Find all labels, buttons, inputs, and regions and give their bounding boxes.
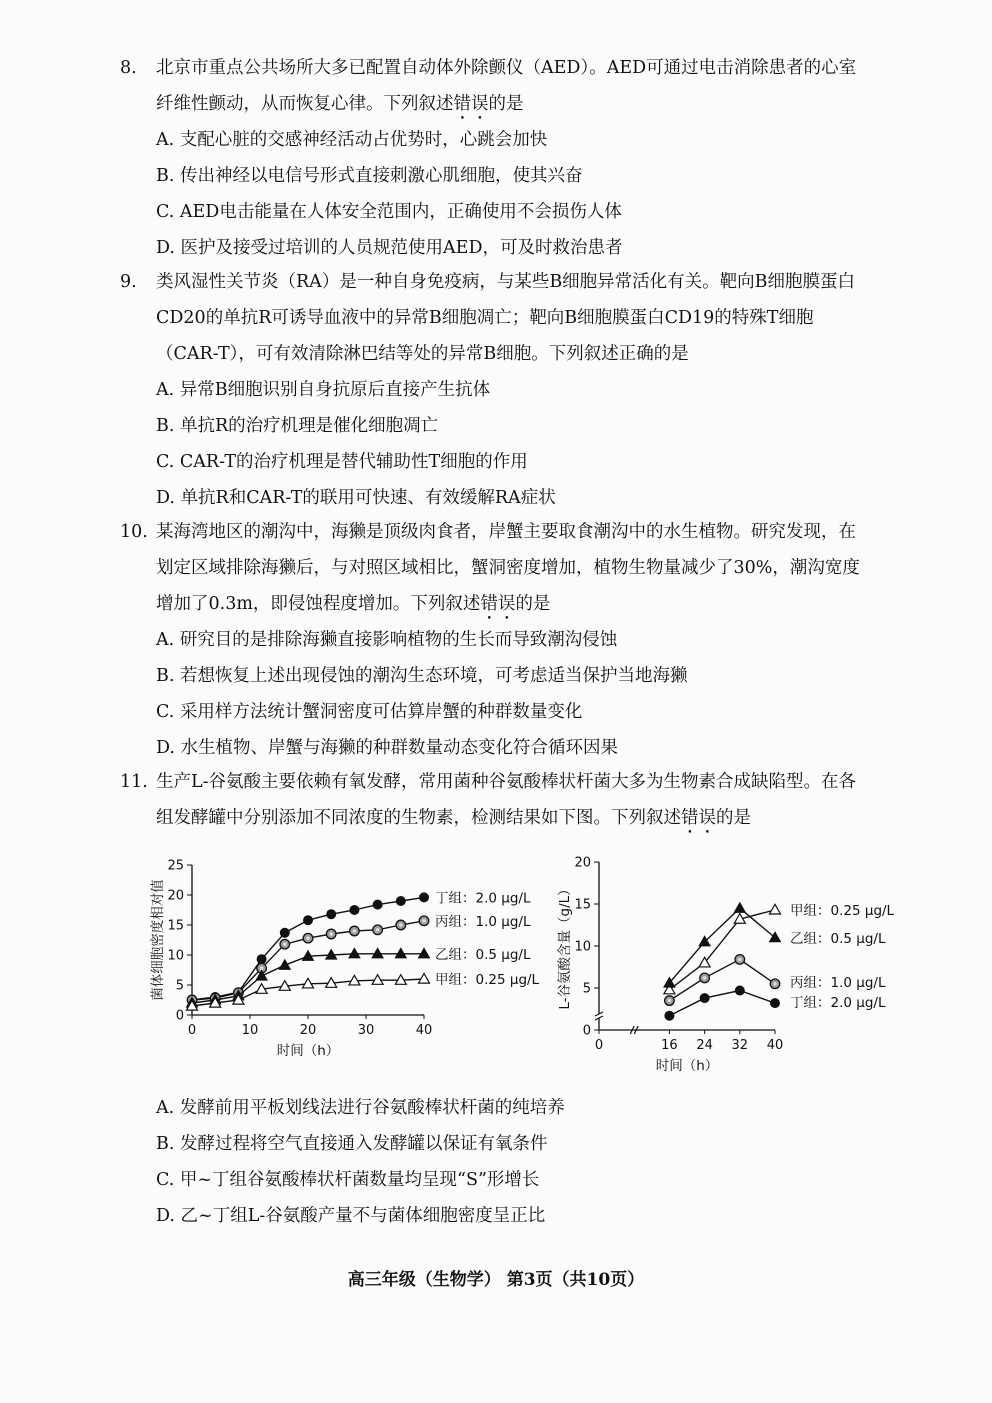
x-tick-label: 40: [766, 1038, 784, 1053]
data-point-center: [399, 923, 403, 927]
series-line: [669, 991, 775, 1016]
legend-label: 甲组：0.25 μg/L: [435, 972, 540, 988]
question-9: 9. 类风湿性关节炎（RA）是一种自身免疫病，与某些B细胞异常活化有关。靶向B细胞膜蛋白 CD20的单抗R可诱导血液中的异常B细胞凋亡；靶向B细胞膜蛋白CD19的特殊T细胞 （CAR-T），可有效清除淋巴结等处的异常B细胞。下列叙述正确的是 A. 异常B细胞识别自身抗原后直接产生抗体 B. 单抗R的治疗机理是催化细胞凋亡 C. CAR-T的治疗机理是替代辅助性T细胞的作用 D. 单抗R和CAR-T的联用可快速、有效缓解RA症状: [120, 264, 900, 516]
question-stem: 10. 某海湾地区的潮沟中，海獭是顶级肉食者，岸蟹主要取食潮沟中的水生植物。研究发现，在: [120, 514, 900, 550]
option-b[interactable]: B. 传出神经以电信号形式直接刺激心肌细胞，使其兴奋: [156, 166, 583, 186]
option-b[interactable]: B. 若想恢复上述出现侵蚀的潮沟生态环境，可考虑适当保护当地海獭: [156, 666, 688, 686]
y-tick-label: 15: [167, 918, 184, 934]
chart-glutamate: [555, 850, 915, 1080]
x-axis-label: 时间（h）: [655, 1058, 719, 1074]
x-tick-label: 16: [661, 1038, 678, 1053]
x-axis-label: 时间（h）: [276, 1043, 340, 1059]
y-tick-label: 0: [175, 1008, 184, 1024]
question-11-options: [120, 1090, 900, 1234]
data-point-center: [306, 936, 310, 940]
emphasis-word: 错误: [480, 594, 516, 614]
option-d[interactable]: D. 水生植物、岸蟹与海獭的种群数量动态变化符合循环因果: [156, 738, 619, 758]
option-b[interactable]: B. 单抗R的治疗机理是催化细胞凋亡: [156, 416, 439, 436]
legend-label: 丙组：1.0 μg/L: [790, 975, 886, 991]
series-line: [669, 910, 775, 990]
data-point: [735, 986, 744, 995]
data-point: [304, 916, 313, 925]
y-tick-label: 10: [167, 948, 184, 964]
data-point: [420, 893, 429, 902]
x-tick-label: 20: [299, 1023, 317, 1038]
chart-glutamate-svg: [555, 850, 915, 1080]
y-tick-label: 15: [574, 897, 591, 913]
x-tick-label: 32: [731, 1038, 749, 1053]
y-axis-label: 菌体细胞密度相对值: [150, 879, 166, 1001]
data-point: [350, 906, 359, 915]
question-number: 11.: [120, 772, 148, 792]
chart-cell-density: [150, 850, 550, 1080]
x-tick-label: 24: [696, 1038, 713, 1053]
data-point: [700, 994, 709, 1003]
legend-label: 乙组：0.5 μg/L: [790, 931, 886, 947]
question-8: 8. 北京市重点公共场所大多已配置自动体外除颤仪（AED）。AED可通过电击消除患者的心室 纤维性颤动，从而恢复心律。下列叙述错误的是 A. 支配心脏的交感神经活动占优势时，心跳会加快 B. 传出神经以电信号形式直接刺激心肌细胞，使其兴奋 C. AED电击能量在人体安全范围内，正确使用不会损伤人体 D. 医护及接受过培训的人员规范使用AED，可及时救治患者: [120, 50, 900, 266]
data-point-center: [738, 958, 742, 962]
data-point: [279, 960, 290, 970]
data-point-center: [260, 966, 264, 970]
data-point: [373, 900, 382, 909]
option-d[interactable]: D. 医护及接受过培训的人员规范使用AED，可及时救治患者: [156, 238, 623, 258]
option-a[interactable]: A. 发酵前用平板划线法进行谷氨酸棒状杆菌的纯培养: [156, 1098, 565, 1118]
data-point-center: [376, 928, 380, 932]
data-point: [771, 999, 780, 1008]
option-a[interactable]: A. 研究目的是排除海獭直接影响植物的生长而导致潮沟侵蚀: [156, 630, 618, 650]
y-tick-label: 0: [582, 1023, 591, 1039]
data-point: [770, 904, 781, 914]
data-point: [734, 903, 745, 913]
data-point-center: [703, 976, 707, 980]
question-stem: 11. 生产L-谷氨酸主要依赖有氧发酵，常用菌种谷氨酸棒状杆菌大多为生物素合成缺陷型。在各: [120, 764, 900, 800]
x-tick-label: 0: [594, 1038, 604, 1053]
option-a[interactable]: A. 支配心脏的交感神经活动占优势时，心跳会加快: [156, 130, 548, 150]
y-tick-label: 25: [167, 858, 184, 874]
option-c[interactable]: C. CAR-T的治疗机理是替代辅助性T细胞的作用: [156, 452, 528, 472]
option-b[interactable]: B. 发酵过程将空气直接通入发酵罐以保证有氧条件: [156, 1134, 548, 1154]
question-11: 11. 生产L-谷氨酸主要依赖有氧发酵，常用菌种谷氨酸棒状杆菌大多为生物素合成缺陷型。在各 组发酵罐中分别添加不同浓度的生物素，检测结果如下图。下列叙述错误的是: [120, 764, 900, 836]
data-point: [257, 955, 266, 964]
series-line: [669, 908, 775, 983]
data-point: [665, 1011, 674, 1020]
x-tick-label: 40: [415, 1023, 433, 1038]
y-tick-label: 10: [574, 939, 591, 955]
y-tick-label: 20: [574, 855, 591, 871]
data-point: [419, 974, 430, 984]
option-c[interactable]: C. 甲~丁组谷氨酸棒状杆菌数量均呈现“S”形增长: [156, 1170, 540, 1190]
legend-label: 丁组：2.0 μg/L: [435, 890, 531, 907]
data-point-center: [773, 982, 777, 986]
data-point-center: [422, 919, 426, 923]
page-footer: 高三年级（生物学） 第3页（共10页）: [347, 1270, 645, 1290]
y-tick-label: 5: [175, 978, 184, 994]
option-d[interactable]: D. 单抗R和CAR-T的联用可快速、有效缓解RA症状: [156, 488, 556, 508]
chart-cell-density-svg: [150, 850, 550, 1080]
question-stem: 8. 北京市重点公共场所大多已配置自动体外除颤仪（AED）。AED可通过电击消除患者的心室: [120, 50, 900, 86]
y-tick-label: 20: [167, 888, 184, 904]
legend-label: 乙组：0.5 μg/L: [435, 946, 531, 963]
question-number: 10.: [120, 522, 148, 542]
option-c[interactable]: C. AED电击能量在人体安全范围内，正确使用不会损伤人体: [156, 202, 622, 222]
option-d[interactable]: D. 乙~丁组L-谷氨酸产量不与菌体细胞密度呈正比: [156, 1206, 546, 1226]
y-axis-label: L-谷氨酸含量（g/L）: [557, 882, 573, 1010]
x-tick-label: 10: [241, 1023, 259, 1038]
x-tick-label: 0: [187, 1023, 197, 1038]
legend-label: 丙组：1.0 μg/L: [435, 913, 531, 930]
data-point-center: [329, 932, 333, 936]
question-number: 8.: [120, 58, 137, 78]
emphasis-word: 错误: [681, 808, 716, 828]
option-a[interactable]: A. 异常B细胞识别自身抗原后直接产生抗体: [156, 380, 491, 400]
data-point: [327, 910, 336, 919]
question-number: 9.: [120, 272, 137, 292]
legend-label: 甲组：0.25 μg/L: [790, 903, 895, 919]
legend-label: 丁组：2.0 μg/L: [790, 995, 886, 1011]
data-point-center: [668, 999, 672, 1003]
emphasis-word: 错误: [453, 94, 489, 114]
question-10: 10. 某海湾地区的潮沟中，海獭是顶级肉食者，岸蟹主要取食潮沟中的水生植物。研究发现，在 划定区域排除海獭后，与对照区域相比，蟹洞密度增加，植物生物量减少了30%，潮沟宽度 增加了0.3m，即侵蚀程度增加。下列叙述错误的是 A. 研究目的是排除海獭直接影响植物的生长而导致潮沟侵蚀 B. 若想恢复上述出现侵蚀的潮沟生态环境，可考虑适当保护当地海獭 C. 采用样方法统计蟹洞密度可估算岸蟹的种群数量变化 D. 水生植物、岸蟹与海獭的种群数量动态变化符合循环因果: [120, 514, 900, 766]
data-point: [396, 897, 405, 906]
option-c[interactable]: C. 采用样方法统计蟹洞密度可估算岸蟹的种群数量变化: [156, 702, 583, 722]
x-tick-label: 30: [357, 1023, 375, 1038]
data-point-center: [353, 929, 357, 933]
question-stem: 9. 类风湿性关节炎（RA）是一种自身免疫病，与某些B细胞异常活化有关。靶向B细胞膜蛋白: [120, 264, 900, 300]
data-point: [280, 928, 289, 937]
y-tick-label: 5: [582, 981, 591, 997]
data-point-center: [283, 942, 287, 946]
